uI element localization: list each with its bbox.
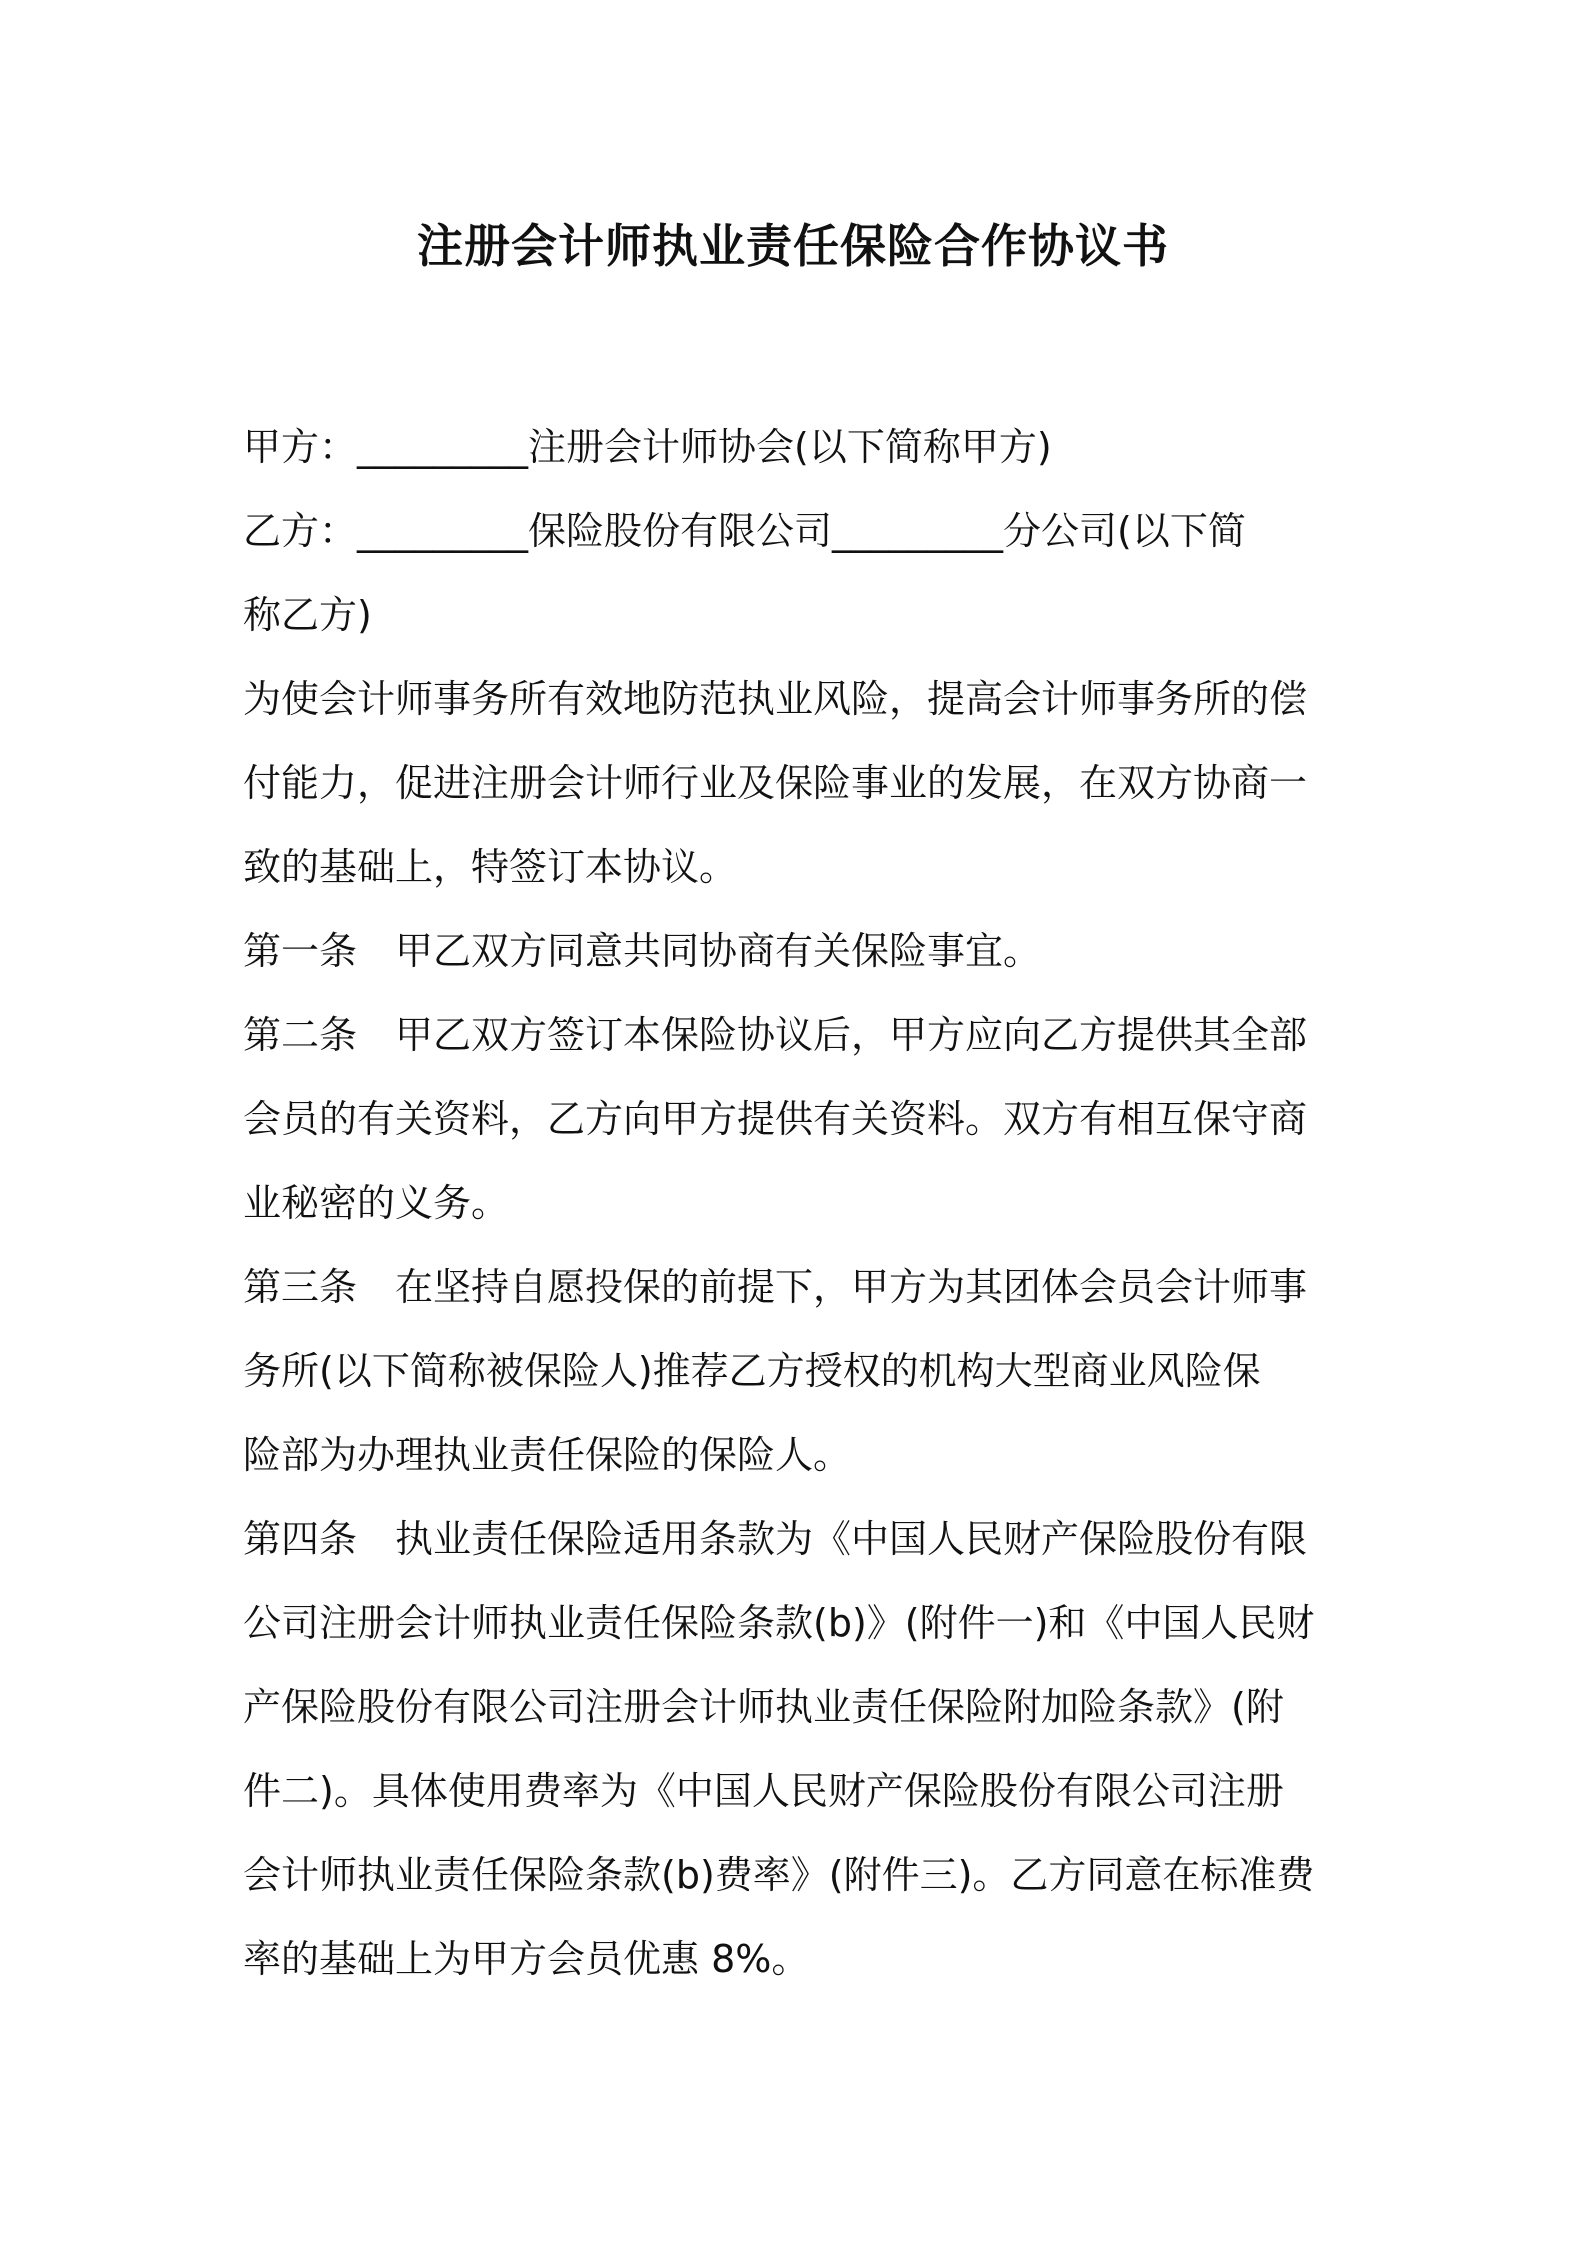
document-body	[243, 405, 1351, 2001]
article-2-line-3: 业秘密的义务。	[243, 1181, 510, 1225]
article-3-line-1: 第三条 在坚持自愿投保的前提下，甲方为其团体会员会计师事	[243, 1265, 1308, 1309]
article-1-line-1: 第一条 甲乙双方同意共同协商有关保险事宜。	[243, 929, 1042, 973]
article-2-line-1: 第二条 甲乙双方签订本保险协议后，甲方应向乙方提供其全部	[243, 1013, 1308, 1057]
party-b-line-cont: 称乙方)	[243, 593, 372, 637]
preamble-line-1: 为使会计师事务所有效地防范执业风险，提高会计师事务所的偿	[243, 677, 1308, 721]
article-4-line-4: 件二)。具体使用费率为《中国人民财产保险股份有限公司注册	[243, 1769, 1284, 1813]
article-4-line-1: 第四条 执业责任保险适用条款为《中国人民财产保险股份有限	[243, 1517, 1308, 1561]
document-title: 注册会计师执业责任保险合作协议书	[417, 219, 1169, 273]
party-a-line: 甲方：_________注册会计师协会(以下简称甲方)	[243, 425, 1052, 469]
article-4-line-3: 产保险股份有限公司注册会计师执业责任保险附加险条款》(附	[243, 1685, 1284, 1729]
article-3-line-3: 险部为办理执业责任保险的保险人。	[243, 1433, 852, 1477]
preamble-line-2: 付能力，促进注册会计师行业及保险事业的发展，在双方协商一	[243, 761, 1308, 805]
article-2-line-2: 会员的有关资料，乙方向甲方提供有关资料。双方有相互保守商	[243, 1097, 1308, 1141]
party-b-line: 乙方：_________保险股份有限公司_________分公司(以下简	[243, 509, 1246, 553]
article-4-line-2: 公司注册会计师执业责任保险条款(b)》(附件一)和《中国人民财	[243, 1601, 1315, 1645]
preamble-line-3: 致的基础上，特签订本协议。	[243, 845, 738, 889]
article-4-line-5: 会计师执业责任保险条款(b)费率》(附件三)。乙方同意在标准费	[243, 1853, 1315, 1897]
article-4-line-6: 率的基础上为甲方会员优惠 8%。	[243, 1937, 810, 1981]
article-3-line-2: 务所(以下简称被保险人)推荐乙方授权的机构大型商业风险保	[243, 1349, 1261, 1393]
